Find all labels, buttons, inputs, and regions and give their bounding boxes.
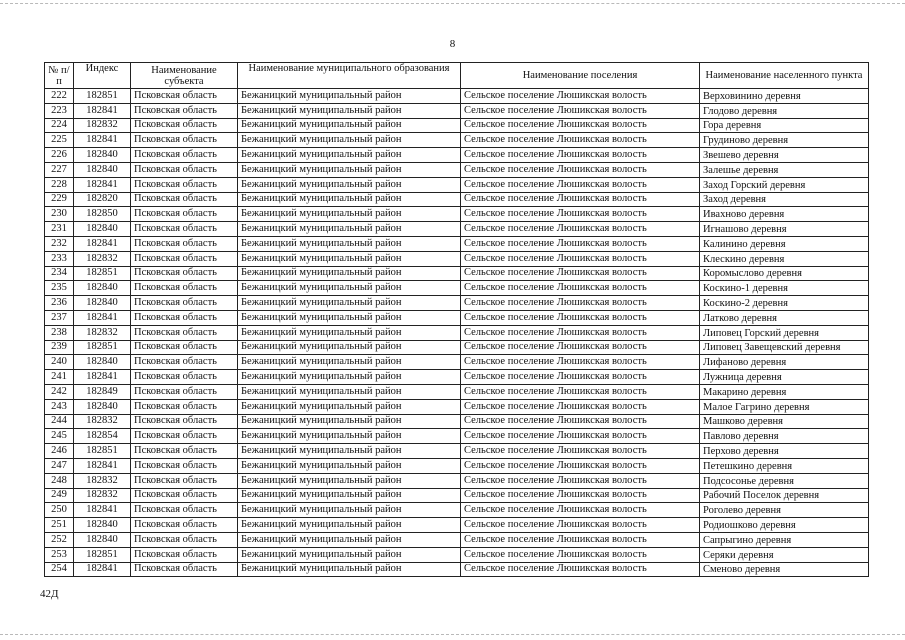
cell-settlement: Сельское поселение Люшикская волость: [461, 458, 700, 473]
cell-locality: Звешево деревня: [700, 148, 869, 163]
cell-municipal: Бежаницкий муниципальный район: [238, 414, 461, 429]
cell-municipal: Бежаницкий муниципальный район: [238, 148, 461, 163]
cell-num: 223: [45, 103, 74, 118]
cell-municipal: Бежаницкий муниципальный район: [238, 444, 461, 459]
cell-index: 182840: [74, 281, 131, 296]
table-row: [45, 310, 869, 325]
cell-municipal: Бежаницкий муниципальный район: [238, 89, 461, 104]
cell-locality: Лужница деревня: [700, 370, 869, 385]
cell-locality: Макарино деревня: [700, 384, 869, 399]
cell-num: 250: [45, 503, 74, 518]
cell-index: 182832: [74, 118, 131, 133]
cell-subject: Псковская область: [131, 133, 238, 148]
cell-municipal: Бежаницкий муниципальный район: [238, 310, 461, 325]
cell-municipal: Бежаницкий муниципальный район: [238, 177, 461, 192]
table-row: [45, 89, 869, 104]
cell-locality: Серяки деревня: [700, 547, 869, 562]
cell-subject: Псковская область: [131, 310, 238, 325]
cell-num: 228: [45, 177, 74, 192]
cell-subject: Псковская область: [131, 355, 238, 370]
table-row: [45, 222, 869, 237]
cell-municipal: Бежаницкий муниципальный район: [238, 503, 461, 518]
cell-num: 232: [45, 236, 74, 251]
cell-index: 182851: [74, 89, 131, 104]
cell-locality: Клескино деревня: [700, 251, 869, 266]
cell-settlement: Сельское поселение Люшикская волость: [461, 296, 700, 311]
cell-subject: Псковская область: [131, 473, 238, 488]
cell-settlement: Сельское поселение Люшикская волость: [461, 162, 700, 177]
table-row: [45, 148, 869, 163]
table-row: [45, 399, 869, 414]
cell-locality: Машково деревня: [700, 414, 869, 429]
table-row: [45, 414, 869, 429]
cell-subject: Псковская область: [131, 414, 238, 429]
cell-index: 182851: [74, 266, 131, 281]
cell-settlement: Сельское поселение Люшикская волость: [461, 444, 700, 459]
table-row: [45, 488, 869, 503]
cell-locality: Залешье деревня: [700, 162, 869, 177]
cell-num: 247: [45, 458, 74, 473]
cell-municipal: Бежаницкий муниципальный район: [238, 162, 461, 177]
table-row: [45, 473, 869, 488]
cell-subject: Псковская область: [131, 399, 238, 414]
cell-index: 182851: [74, 444, 131, 459]
cell-locality: Лифаново деревня: [700, 355, 869, 370]
cell-settlement: Сельское поселение Люшикская волость: [461, 133, 700, 148]
cell-municipal: Бежаницкий муниципальный район: [238, 355, 461, 370]
table-row: [45, 562, 869, 577]
cell-num: 238: [45, 325, 74, 340]
cell-locality: Малое Гагрино деревня: [700, 399, 869, 414]
cell-settlement: Сельское поселение Люшикская волость: [461, 414, 700, 429]
cell-index: 182841: [74, 503, 131, 518]
cell-index: 182840: [74, 532, 131, 547]
table-row: [45, 281, 869, 296]
cell-municipal: Бежаницкий муниципальный район: [238, 384, 461, 399]
cell-index: 182841: [74, 458, 131, 473]
cell-subject: Псковская область: [131, 503, 238, 518]
cell-index: 182840: [74, 148, 131, 163]
cell-subject: Псковская область: [131, 340, 238, 355]
cell-locality: Заход Горский деревня: [700, 177, 869, 192]
header-num: № п/п: [45, 63, 74, 89]
cell-subject: Псковская область: [131, 444, 238, 459]
cell-settlement: Сельское поселение Люшикская волость: [461, 236, 700, 251]
cell-settlement: Сельское поселение Люшикская волость: [461, 207, 700, 222]
cell-num: 230: [45, 207, 74, 222]
cell-num: 222: [45, 89, 74, 104]
table-body: [45, 89, 869, 577]
cell-locality: Верховинино деревня: [700, 89, 869, 104]
cell-locality: Грудиново деревня: [700, 133, 869, 148]
cell-municipal: Бежаницкий муниципальный район: [238, 340, 461, 355]
cell-settlement: Сельское поселение Люшикская волость: [461, 532, 700, 547]
cell-municipal: Бежаницкий муниципальный район: [238, 118, 461, 133]
cell-index: 182832: [74, 473, 131, 488]
cell-municipal: Бежаницкий муниципальный район: [238, 429, 461, 444]
cell-municipal: Бежаницкий муниципальный район: [238, 532, 461, 547]
cell-locality: Роголево деревня: [700, 503, 869, 518]
cell-num: 248: [45, 473, 74, 488]
table-row: [45, 518, 869, 533]
cell-subject: Псковская область: [131, 103, 238, 118]
cell-settlement: Сельское поселение Люшикская волость: [461, 281, 700, 296]
cell-num: 239: [45, 340, 74, 355]
cell-subject: Псковская область: [131, 177, 238, 192]
header-index: Индекс: [74, 63, 131, 89]
cell-locality: Глодово деревня: [700, 103, 869, 118]
cell-num: 227: [45, 162, 74, 177]
cell-settlement: Сельское поселение Люшикская волость: [461, 562, 700, 577]
cell-locality: Ивахново деревня: [700, 207, 869, 222]
cell-municipal: Бежаницкий муниципальный район: [238, 488, 461, 503]
cell-settlement: Сельское поселение Люшикская волость: [461, 384, 700, 399]
table-row: [45, 192, 869, 207]
cell-index: 182849: [74, 384, 131, 399]
cell-settlement: Сельское поселение Люшикская волость: [461, 518, 700, 533]
cell-locality: Липовец Горский деревня: [700, 325, 869, 340]
cell-index: 182840: [74, 222, 131, 237]
cell-municipal: Бежаницкий муниципальный район: [238, 133, 461, 148]
cell-num: 246: [45, 444, 74, 459]
cell-index: 182854: [74, 429, 131, 444]
cell-municipal: Бежаницкий муниципальный район: [238, 518, 461, 533]
cell-settlement: Сельское поселение Люшикская волость: [461, 355, 700, 370]
cell-locality: Калинино деревня: [700, 236, 869, 251]
cell-municipal: Бежаницкий муниципальный район: [238, 562, 461, 577]
cell-num: 242: [45, 384, 74, 399]
cell-subject: Псковская область: [131, 207, 238, 222]
cell-num: 245: [45, 429, 74, 444]
table-header-row: [45, 63, 869, 89]
cell-subject: Псковская область: [131, 192, 238, 207]
cell-index: 182841: [74, 236, 131, 251]
cell-index: 182840: [74, 162, 131, 177]
cell-locality: Гора деревня: [700, 118, 869, 133]
header-locality: Наименование населенного пункта: [700, 63, 869, 89]
cell-subject: Псковская область: [131, 162, 238, 177]
page-number: 8: [449, 38, 456, 50]
cell-settlement: Сельское поселение Люшикская волость: [461, 222, 700, 237]
cell-index: 182850: [74, 207, 131, 222]
cell-settlement: Сельское поселение Люшикская волость: [461, 325, 700, 340]
cell-locality: Коскино-1 деревня: [700, 281, 869, 296]
cell-num: 244: [45, 414, 74, 429]
cell-municipal: Бежаницкий муниципальный район: [238, 236, 461, 251]
table-row: [45, 355, 869, 370]
cell-index: 182840: [74, 355, 131, 370]
cell-subject: Псковская область: [131, 547, 238, 562]
cell-subject: Псковская область: [131, 562, 238, 577]
cell-settlement: Сельское поселение Люшикская волость: [461, 177, 700, 192]
cell-index: 182840: [74, 296, 131, 311]
cell-num: 235: [45, 281, 74, 296]
cell-locality: Сапрыгино деревня: [700, 532, 869, 547]
cell-municipal: Бежаницкий муниципальный район: [238, 325, 461, 340]
cell-subject: Псковская область: [131, 296, 238, 311]
table-row: [45, 236, 869, 251]
table-row: [45, 384, 869, 399]
cell-num: 249: [45, 488, 74, 503]
cell-settlement: Сельское поселение Люшикская волость: [461, 503, 700, 518]
cell-locality: Игнашово деревня: [700, 222, 869, 237]
cell-subject: Псковская область: [131, 488, 238, 503]
cell-locality: Перхово деревня: [700, 444, 869, 459]
cell-locality: Липовец Завещевский деревня: [700, 340, 869, 355]
cell-subject: Псковская область: [131, 266, 238, 281]
locality-register-table: [44, 62, 869, 577]
cell-settlement: Сельское поселение Люшикская волость: [461, 310, 700, 325]
cell-index: 182841: [74, 133, 131, 148]
cell-num: 236: [45, 296, 74, 311]
cell-index: 182851: [74, 547, 131, 562]
cell-num: 234: [45, 266, 74, 281]
bottom-scan-border: [0, 634, 905, 635]
cell-settlement: Сельское поселение Люшикская волость: [461, 340, 700, 355]
table-row: [45, 251, 869, 266]
cell-num: 252: [45, 532, 74, 547]
cell-settlement: Сельское поселение Люшикская волость: [461, 89, 700, 104]
cell-num: 251: [45, 518, 74, 533]
cell-settlement: Сельское поселение Люшикская волость: [461, 370, 700, 385]
cell-municipal: Бежаницкий муниципальный район: [238, 296, 461, 311]
cell-index: 182841: [74, 370, 131, 385]
header-subject: Наименование субъекта: [131, 63, 238, 89]
cell-municipal: Бежаницкий муниципальный район: [238, 473, 461, 488]
table-row: [45, 207, 869, 222]
cell-settlement: Сельское поселение Люшикская волость: [461, 103, 700, 118]
cell-num: 243: [45, 399, 74, 414]
cell-num: 231: [45, 222, 74, 237]
table-row: [45, 103, 869, 118]
cell-subject: Псковская область: [131, 532, 238, 547]
cell-settlement: Сельское поселение Люшикская волость: [461, 429, 700, 444]
cell-locality: Рабочий Поселок деревня: [700, 488, 869, 503]
cell-num: 254: [45, 562, 74, 577]
cell-municipal: Бежаницкий муниципальный район: [238, 399, 461, 414]
cell-num: 240: [45, 355, 74, 370]
cell-index: 182851: [74, 340, 131, 355]
cell-index: 182841: [74, 177, 131, 192]
cell-municipal: Бежаницкий муниципальный район: [238, 281, 461, 296]
cell-locality: Заход деревня: [700, 192, 869, 207]
cell-index: 182832: [74, 325, 131, 340]
cell-municipal: Бежаницкий муниципальный район: [238, 458, 461, 473]
table-row: [45, 266, 869, 281]
table-row: [45, 370, 869, 385]
table-row: [45, 429, 869, 444]
cell-subject: Псковская область: [131, 251, 238, 266]
cell-settlement: Сельское поселение Люшикская волость: [461, 399, 700, 414]
cell-index: 182841: [74, 310, 131, 325]
table-row: [45, 340, 869, 355]
cell-num: 229: [45, 192, 74, 207]
cell-locality: Сменово деревня: [700, 562, 869, 577]
cell-num: 226: [45, 148, 74, 163]
cell-num: 225: [45, 133, 74, 148]
cell-num: 253: [45, 547, 74, 562]
cell-subject: Псковская область: [131, 429, 238, 444]
table-row: [45, 162, 869, 177]
table-row: [45, 296, 869, 311]
cell-municipal: Бежаницкий муниципальный район: [238, 192, 461, 207]
cell-municipal: Бежаницкий муниципальный район: [238, 266, 461, 281]
cell-subject: Псковская область: [131, 384, 238, 399]
table-row: [45, 547, 869, 562]
cell-locality: Павлово деревня: [700, 429, 869, 444]
cell-subject: Псковская область: [131, 148, 238, 163]
cell-index: 182840: [74, 518, 131, 533]
cell-settlement: Сельское поселение Люшикская волость: [461, 547, 700, 562]
table-row: [45, 325, 869, 340]
header-settlement: Наименование поселения: [461, 63, 700, 89]
table-row: [45, 133, 869, 148]
cell-index: 182820: [74, 192, 131, 207]
cell-subject: Псковская область: [131, 458, 238, 473]
cell-municipal: Бежаницкий муниципальный район: [238, 547, 461, 562]
cell-municipal: Бежаницкий муниципальный район: [238, 222, 461, 237]
top-scan-border: [0, 3, 905, 4]
cell-locality: Родиошково деревня: [700, 518, 869, 533]
cell-num: 233: [45, 251, 74, 266]
cell-num: 241: [45, 370, 74, 385]
table-row: [45, 177, 869, 192]
cell-municipal: Бежаницкий муниципальный район: [238, 207, 461, 222]
cell-index: 182832: [74, 251, 131, 266]
cell-index: 182841: [74, 562, 131, 577]
cell-settlement: Сельское поселение Люшикская волость: [461, 118, 700, 133]
cell-locality: Подсосонье деревня: [700, 473, 869, 488]
cell-num: 237: [45, 310, 74, 325]
header-municipal: Наименование муниципального образования: [238, 63, 461, 89]
cell-subject: Псковская область: [131, 222, 238, 237]
cell-subject: Псковская область: [131, 518, 238, 533]
cell-settlement: Сельское поселение Люшикская волость: [461, 488, 700, 503]
cell-locality: Латково деревня: [700, 310, 869, 325]
cell-index: 182840: [74, 399, 131, 414]
table-row: [45, 532, 869, 547]
cell-settlement: Сельское поселение Люшикская волость: [461, 192, 700, 207]
cell-index: 182841: [74, 103, 131, 118]
cell-num: 224: [45, 118, 74, 133]
cell-subject: Псковская область: [131, 118, 238, 133]
footer-code: 42Д: [40, 588, 59, 600]
table-row: [45, 458, 869, 473]
cell-subject: Псковская область: [131, 281, 238, 296]
cell-municipal: Бежаницкий муниципальный район: [238, 370, 461, 385]
cell-subject: Псковская область: [131, 325, 238, 340]
cell-index: 182832: [74, 414, 131, 429]
cell-settlement: Сельское поселение Люшикская волость: [461, 148, 700, 163]
cell-settlement: Сельское поселение Люшикская волость: [461, 251, 700, 266]
table-row: [45, 118, 869, 133]
cell-locality: Коромыслово деревня: [700, 266, 869, 281]
cell-locality: Петешкино деревня: [700, 458, 869, 473]
cell-settlement: Сельское поселение Люшикская волость: [461, 266, 700, 281]
table-row: [45, 503, 869, 518]
cell-subject: Псковская область: [131, 89, 238, 104]
table-row: [45, 444, 869, 459]
cell-municipal: Бежаницкий муниципальный район: [238, 251, 461, 266]
cell-locality: Коскино-2 деревня: [700, 296, 869, 311]
cell-subject: Псковская область: [131, 236, 238, 251]
cell-index: 182832: [74, 488, 131, 503]
cell-subject: Псковская область: [131, 370, 238, 385]
cell-settlement: Сельское поселение Люшикская волость: [461, 473, 700, 488]
cell-municipal: Бежаницкий муниципальный район: [238, 103, 461, 118]
